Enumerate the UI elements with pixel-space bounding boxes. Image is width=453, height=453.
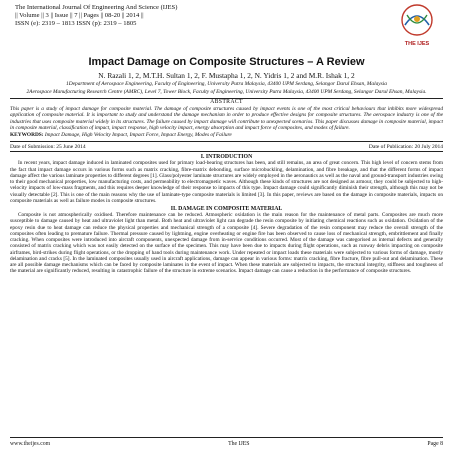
publication-date: Date of Publication: 20 July 2014 (368, 144, 443, 151)
journal-issue-line: || Volume || 3 || Issue || 7 || Pages || 08-20 || 2014 || (15, 12, 144, 19)
journal-logo (397, 3, 437, 47)
section-heading-introduction: I. INTRODUCTION (200, 154, 253, 161)
footer-website: www.theijes.com (10, 441, 51, 447)
introduction-paragraph: In recent years, impact damage induced in laminated composites used for primary load-bearing structures has been, and still remains, an area of great concern. This high level of concern stems from the fact that impact damage occurs in various forms such as matrix cracking, fibre-matrix debonding, surface microbuckling, delamination, and fibre breakage, and that the different forms of impact damage affect the various laminate properties to different degrees [1]. Glass/polyester laminate structures are widely employed in the aeronautics as well as the naval and ground-transport industries owing to their good mechanical properties, low manufacturing costs, and permeability to electromagnetic waves. Although these kinds of structures are not designed as armour, they could be subjected to high-velocity impacts of low-mass fragments, and this requires deeper knowledge of their response to impacts of this type. Impact damage could significantly diminish their strength, although this may not be visually detectable [2]. This is one of the main reasons why the use of laminate-type composite materials is limited [3]. In this paper, reviews are based on the damage in composite materials, impacts on composite materials as well as failure modes in composite structures. (10, 160, 443, 204)
footer-page-number: Page 8 (427, 441, 443, 447)
section-heading-damage: II. DAMAGE IN COMPOSITE MATERIAL (170, 206, 283, 213)
damage-paragraph: Composite is not atmospherically oxidised. Therefore maintenance can be reduced. Atmospheric oxidation is the main reason for the maintenance of metal parts. Composites are much more susceptible to damage caused by heat and ultraviolet light than metal. Both heat and ultraviolet light can degrade the resin composite by initiating chemical reactions such as oxidation. Oxidation of the epoxy resin due to heat damage can reduce the physical properties and mechanical strength of a composite [4]. Severe degradation of the resin component may reduce the overall strength of the composites often leading to premature failure. Thermal pressure caused by lightning, engine overheating or engine fire has been observed to cause loss of mechanical strength, embrittlement and finally cracking. When composites were introduced into aircraft components, unexpected damage from in-service conditions occurred. Most of the damage was categorised as internal defects and generally consisted of matrix cracking which was not easily detected on the surface of the specimen. This may have been due to impacts during flight operations, such as runway debris impacting on composite airframes, bird-strikes during flight operations, or the dropping of hand tools during maintenance work. Under repeated or impact loads these materials were subjected to various forms of damage, mostly delamination and cracks [5]. In the laminated composites usually used in aircraft applications, damage can appear in various forms: matrix cracking, fibre fracture, fibre pull-out and delamination. These are all possible damage mechanisms which can be faced by composite laminates in the event of impact. When these materials are subjected to impacts, the structural integrity, stiffness and toughness of the material are significantly reduced, resulting in catastrophic failure of the structure in extreme scenarios. Impact damage can cause a reduction in the performance of composite structures. (10, 212, 443, 275)
abstract-text: This paper is a study of impact damage for composite material. The damage of composite structures caused by impact events is one of the most critical behaviours that inhibits more widespread application of composite material. It is important to study and understand the damage mechanism in order to produce effective designs for composite structures. The aerospace industry is one of the industries that uses composite material widely in its structures. The failure caused by impact damage will contribute to unexpected scenarios. This paper discusses damage in composite material, impact in composite material, classification of impact, impact response, high velocity impact, energy absorption and impact force of composites, and modes of failure. (10, 106, 443, 131)
paper-title: Impact Damage on Composite Structures – A Review (88, 56, 365, 68)
journal-name: The International Journal Of Engineering And Science (IJES) (15, 4, 178, 11)
logo-emblem-icon (397, 3, 437, 39)
page-footer (10, 437, 443, 450)
submission-date: Date of Submission: 25 June 2014 (10, 144, 86, 151)
divider (10, 151, 443, 152)
journal-issn-line: ISSN (e): 2319 – 1813 ISSN (p): 2319 – 1805 (15, 20, 137, 27)
keywords-label: KEYWORDS: (10, 132, 44, 139)
dates-row (10, 144, 443, 150)
keywords (10, 132, 443, 138)
affiliation-2: 2Aerospace Manufacturing Research Centre (AMRC), Level 7, Tower Block, Faculty of Engineering, University Putra Malaysia, 43400 UPM Serdang, Selangor Darul Ehsan, Malaysia. (26, 88, 427, 95)
logo-text: THE IJES (404, 41, 430, 47)
journal-header (10, 0, 443, 56)
divider (10, 141, 443, 142)
footer-journal: The IJES (228, 441, 250, 447)
paper-authors: N. Razali 1, 2, M.T.H. Sultan 1, 2, F. Mustapha 1, 2, N. Yidris 1, 2 and M.R. Ishak 1, 2 (98, 71, 355, 80)
affiliation-1: 1Department of Aerospace Engineering, Faculty of Engineering, University Putra Malaysia, 43400 UPM Serdang, Selangor Darul Ehsan, Malaysia (66, 81, 387, 87)
keywords-list: Impact Damage, High Velocity Impact, Impact Force, Impact Energy, Modes of Failure (44, 132, 232, 139)
abstract-heading: ABSTRACT (210, 99, 243, 105)
